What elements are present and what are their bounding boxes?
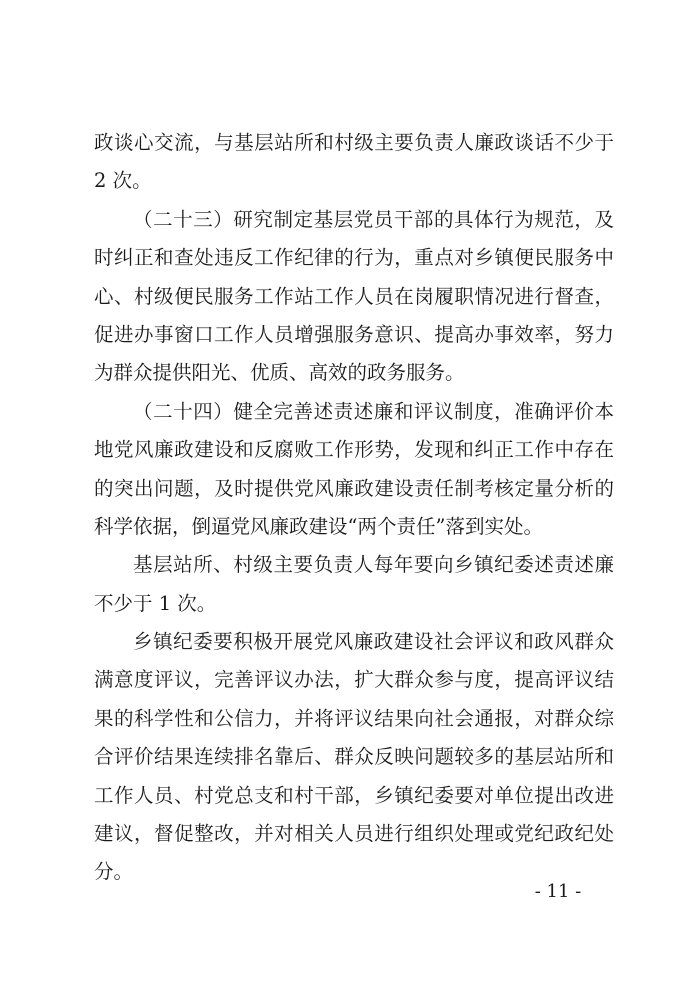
paragraph-line: 基层站所、村级主要负责人每年要向乡镇纪委述责述廉: [133, 553, 614, 577]
paragraph-line: 的突出问题，及时提供党风廉政建设责任制考核定量分析的: [94, 476, 614, 500]
paragraph-line: 时纠正和查处违反工作纪律的行为，重点对乡镇便民服务中: [94, 246, 614, 270]
paragraph-line: （二十三）研究制定基层党员干部的具体行为规范，及: [133, 207, 614, 231]
paragraph-line: 工作人员、村党总支和村干部，乡镇纪委要对单位提出改进: [94, 783, 614, 807]
document-body: [94, 124, 614, 892]
paragraph-line: 政谈心交流，与基层站所和村级主要负责人廉政谈话不少于: [94, 131, 614, 154]
paragraph-line: （二十四）健全完善述责述廉和评议制度，准确评价本: [133, 399, 614, 423]
paragraph-line: 地党风廉政建设和反腐败工作形势，发现和纠正工作中存在: [94, 438, 614, 462]
paragraph-line: 科学依据，倒逼党风廉政建设“两个责任”落到实处。: [94, 514, 543, 538]
paragraph-line: 乡镇纪委要积极开展党风廉政建设社会评议和政风群众: [133, 630, 614, 654]
paragraph-line: 不少于 1 次。: [94, 591, 217, 615]
paragraph-line: 心、村级便民服务工作站工作人员在岗履职情况进行督查，: [94, 284, 614, 308]
paragraph-line: 2 次。: [94, 169, 152, 193]
paragraph-line: 建议，督促整改，并对相关人员进行组织处理或党纪政纪处: [94, 822, 614, 846]
paragraph-line: 为群众提供阳光、优质、高效的政务服务。: [94, 361, 465, 385]
paragraph-line: 促进办事窗口工作人员增强服务意识、提高办事效率，努力: [94, 322, 614, 346]
paragraph-line: 果的科学性和公信力，并将评议结果向社会通报，对群众综: [94, 706, 614, 730]
paragraph-line: 分。: [94, 860, 134, 884]
paragraph-line: 合评价结果连续排名靠后、群众反映问题较多的基层站所和: [94, 745, 614, 769]
paragraph-line: 满意度评议，完善评议办法，扩大群众参与度，提高评议结: [94, 668, 614, 692]
page-number: - 11 -: [534, 881, 582, 902]
